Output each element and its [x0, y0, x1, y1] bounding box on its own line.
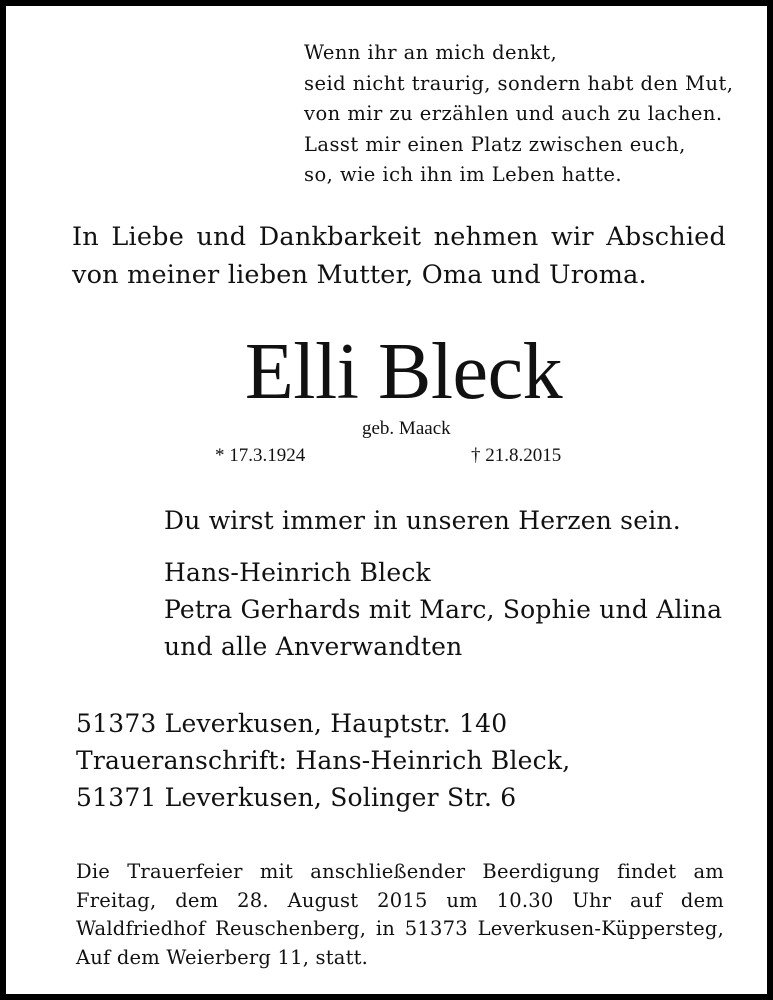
- mourner-line: und alle Anverwandten: [164, 632, 463, 661]
- poem-line: seid nicht traurig, sondern habt den Mut,: [304, 71, 734, 95]
- address-line: 51371 Leverkusen, Solinger Str. 6: [76, 783, 517, 812]
- intro-line: von meiner lieben Mutter, Oma und Uroma.: [72, 260, 647, 290]
- ceremony-line: Waldfriedhof Reuschenberg, in 51373 Leverkusen-Küppersteg,: [76, 917, 724, 940]
- poem-line: Wenn ihr an mich denkt,: [304, 41, 558, 64]
- mourner-line: Petra Gerhards mit Marc, Sophie und Alina: [164, 595, 723, 624]
- funeral-ceremony-details: [76, 858, 724, 972]
- poem-line: von mir zu erzählen und auch zu lachen.: [304, 102, 723, 125]
- address-line: 51373 Leverkusen, Hauptstr. 140: [76, 709, 508, 738]
- deceased-name: Elli Bleck: [244, 328, 563, 416]
- birth-date: * 17.3.1924: [215, 445, 306, 466]
- farewell-intro: [72, 218, 726, 294]
- address-line: Traueranschrift: Hans-Heinrich Bleck,: [76, 746, 571, 775]
- poem-line: so, wie ich ihn im Leben hatte.: [304, 163, 623, 186]
- mourners-list: [164, 554, 722, 665]
- poem-line: Lasst mir einen Platz zwischen euch,: [304, 132, 686, 156]
- ceremony-line: Die Trauerfeier mit anschließender Beerdigung findet am: [76, 860, 724, 883]
- memorial-poem: [304, 38, 733, 191]
- ceremony-line: Freitag, dem 28. August 2015 um 10.30 Uhr auf dem: [76, 888, 724, 912]
- ceremony-line: Auf dem Weierberg 11, statt.: [76, 945, 369, 969]
- intro-line: In Liebe und Dankbarkeit nehmen wir Abschied: [72, 222, 726, 252]
- birth-name: geb. Maack: [362, 418, 451, 439]
- death-date: † 21.8.2015: [471, 445, 562, 466]
- mourning-address: [76, 705, 570, 816]
- mourner-line: Hans-Heinrich Bleck: [164, 558, 431, 587]
- farewell-line: Du wirst immer in unseren Herzen sein.: [164, 506, 681, 535]
